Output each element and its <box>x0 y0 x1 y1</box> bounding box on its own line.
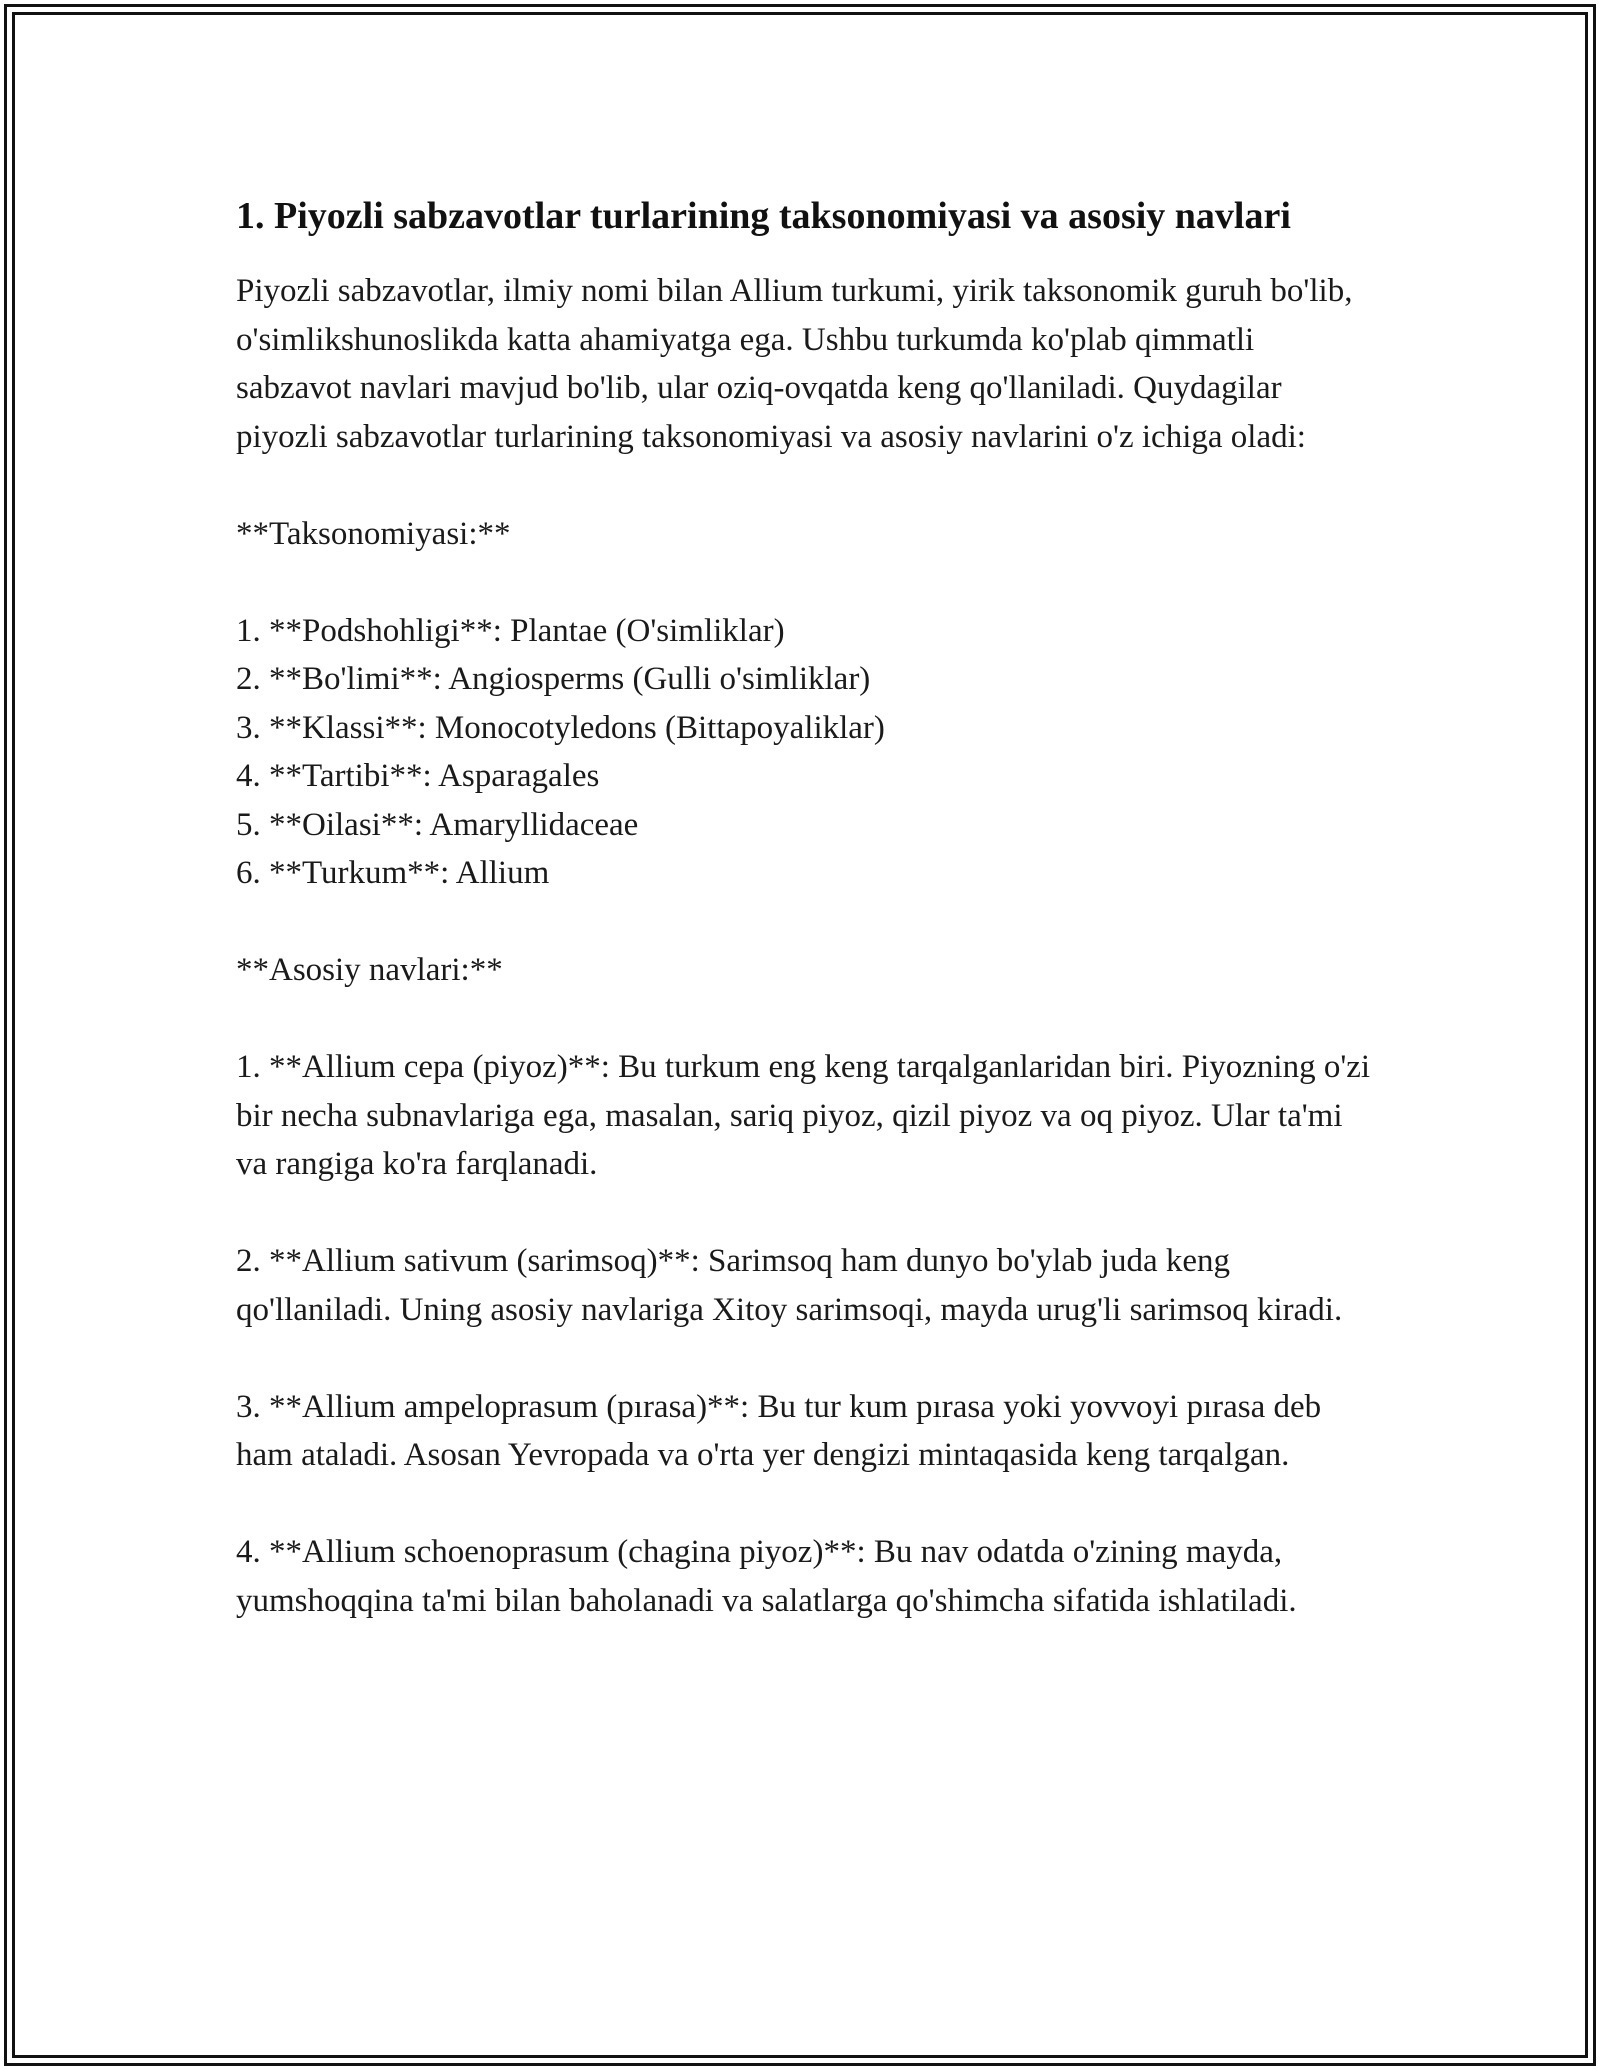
spacer <box>236 995 1376 1044</box>
taxonomy-item: 1. **Podshohligi**: Plantae (O'simliklar) <box>236 612 785 649</box>
taxonomy-list <box>236 607 1376 898</box>
document-body <box>236 190 1376 1625</box>
document-title: 1. Piyozli sabzavotlar turlarining taksonomiyasi va asosiy navlari <box>236 195 1291 237</box>
taxonomy-item: 6. **Turkum**: Allium <box>236 855 550 891</box>
variety-paragraph: 1. **Allium cepa (piyoz)**: Bu turkum eng keng tarqalganlaridan biri. Piyozning o'zi bir necha subnavlariga ega, masalan, sariq piyoz, qizil piyoz va oq piyoz. Ular ta'mi va rangiga ko'ra farqlanadi. <box>236 1049 1371 1182</box>
intro-paragraph: Piyozli sabzavotlar, ilmiy nomi bilan Allium turkumi, yirik taksonomik guruh bo'lib, o'simlikshunoslikda katta ahamiyatga ega. Ushbu turkumda ko'plab qimmatli sabzavot navlari mavjud bo'lib, ular oziq-ovqatda keng qo'llaniladi. Quydagilar piyozli sabzavotlar turlarining taksonomiyasi va asosiy navlarini o'z ichiga oladi: <box>236 273 1353 455</box>
spacer <box>236 461 1376 510</box>
taxonomy-heading: **Taksonomiyasi:** <box>236 515 511 552</box>
variety-paragraph: 2. **Allium sativum (sarimsoq)**: Sarimsoq ham dunyo bo'ylab juda keng qo'llaniladi. Uning asosiy navlariga Xitoy sarimsoqi, mayda urug'li sarimsoq kiradi. <box>236 1243 1343 1328</box>
taxonomy-item: 2. **Bo'limi**: Angiosperms (Gulli o'simliklar) <box>236 661 871 697</box>
taxonomy-item: 3. **Klassi**: Monocotyledons (Bittapoyaliklar) <box>236 709 885 746</box>
varieties-heading: **Asosiy navlari:** <box>236 952 503 988</box>
variety-paragraph: 4. **Allium schoenoprasum (chagina piyoz)**: Bu nav odatda o'zining mayda, yumshoqqina ta'mi bilan baholanadi va salatlarga qo'shimcha sifatida ishlatiladi. <box>236 1534 1297 1619</box>
spacer <box>236 898 1376 947</box>
taxonomy-item: 4. **Tartibi**: Asparagales <box>236 758 600 794</box>
variety-paragraph: 3. **Allium ampeloprasum (pırasa)**: Bu tur kum pırasa yoki yovvoyi pırasa deb ham ataladi. Asosan Yevropada va o'rta yer dengizi mintaqasida keng tarqalgan. <box>236 1388 1322 1473</box>
spacer <box>236 558 1376 607</box>
spacer <box>236 1480 1376 1529</box>
spacer <box>236 1189 1376 1238</box>
taxonomy-item: 5. **Oilasi**: Amaryllidaceae <box>236 806 639 843</box>
spacer <box>236 1334 1376 1383</box>
